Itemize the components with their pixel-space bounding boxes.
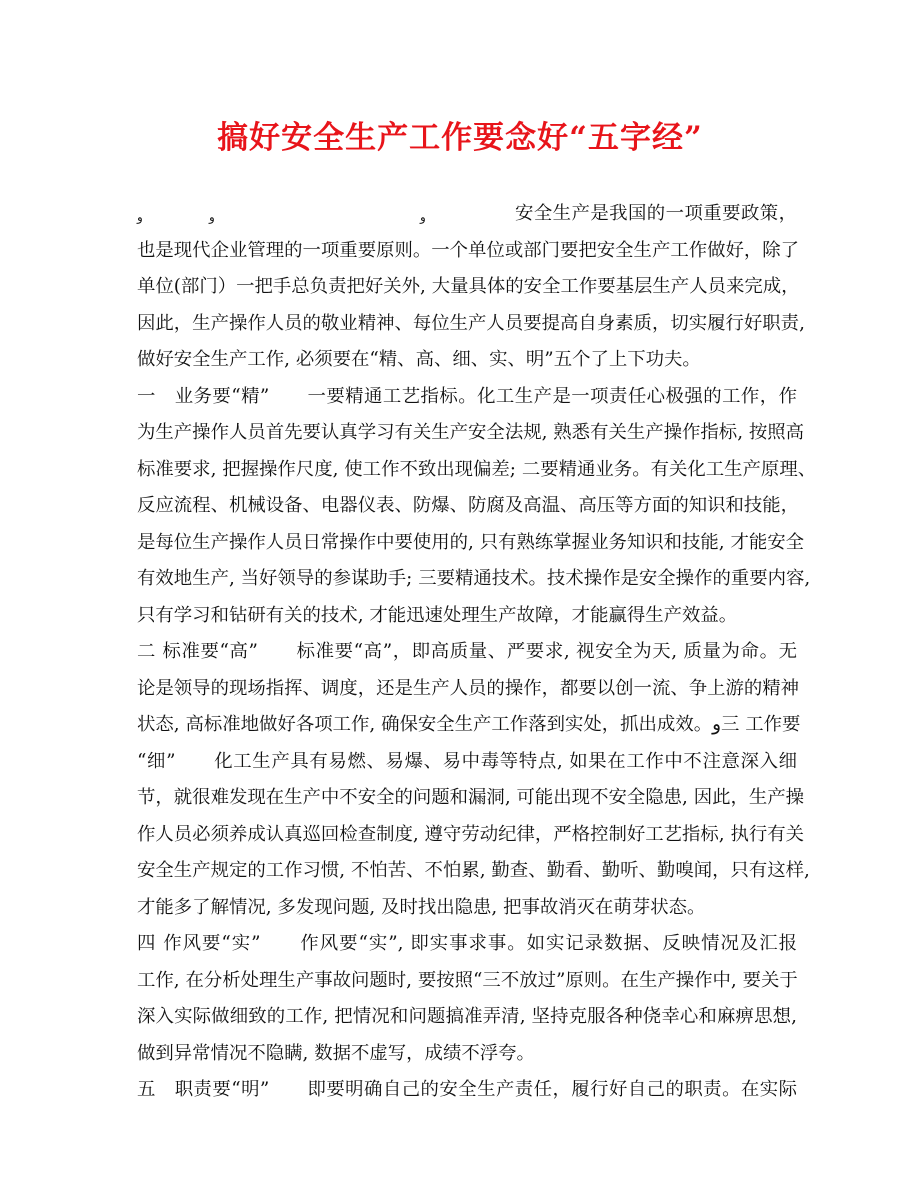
body-line: 做到异常情况不隐瞒, 数据不虚写，成绩不浮夸。 <box>137 1042 535 1064</box>
body-line: 一 业务要“精” 一要精通工艺指标。化工生产是一项责任心极强的工作，作 <box>137 385 797 407</box>
body-line: 四 作风要“实” 作风要“实”, 即实事求事。如实记录数据、反映情况及汇报 <box>137 933 797 954</box>
stray-mark: و <box>209 210 215 224</box>
body-line <box>137 196 797 233</box>
body-line: 有效地生产, 当好领导的参谋助手; 三要精通技术。技术操作是安全操作的重要内容, <box>137 568 811 589</box>
body-line: 只有学习和钻研有关的技术, 才能迅速处理生产故障，才能赢得生产效益。 <box>137 604 738 626</box>
body-line: 单位(部门）一把手总负责把好关外, 大量具体的安全工作要基层生产人员来完成， <box>137 276 800 297</box>
body-line: 反应流程、机械设备、电器仪表、防爆、防腐及高温、高压等方面的知识和技能， <box>137 495 800 516</box>
body-line: 节，就很难发现在生产中不安全的问题和漏洞, 可能出现不安全隐患, 因此，生产操 <box>137 787 805 808</box>
document-title: 搞好安全生产工作要念好“五字经” <box>217 120 703 156</box>
body-line-text: 安全生产是我国的一项重要政策， <box>515 203 797 224</box>
body-line: 作人员必须养成认真巡回检查制度, 遵守劳动纪律，严格控制好工艺指标, 执行有关 <box>137 823 805 845</box>
body-line: 标准要求, 把握操作尺度, 使工作不致出现偏差; 二要精通业务。有关化工生产原理、 <box>137 458 817 480</box>
body-line: 因此，生产操作人员的敬业精神、每位生产人员要提高自身素质，切实履行好职责, <box>137 312 805 334</box>
body-line: 做好安全生产工作, 必须要在“精、高、细、实、明”五个了上下功夫。 <box>137 349 701 370</box>
body-line: 才能多了解情况, 多发现问题, 及时找出隐患, 把事故消灭在萌芽状态。 <box>137 896 706 918</box>
stray-mark: و <box>420 210 426 224</box>
body-line: 状态, 高标准地做好各项工作, 确保安全生产工作落到实处，抓出成效。و三 工作要 <box>137 714 801 735</box>
body-line: 也是现代企业管理的一项重要原则。一个单位或部门要把安全生产工作做好，除了 <box>137 239 800 261</box>
body-line: “细” 化工生产具有易燃、易爆、易中毒等特点, 如果在工作中不注意深入细 <box>137 750 797 772</box>
body-line: 为生产操作人员首先要认真学习有关生产安全法规, 熟悉有关生产操作指标, 按照高 <box>137 422 805 443</box>
body-line: 论是领导的现场指挥、调度，还是生产人员的操作，都要以创一流、争上游的精神 <box>137 677 800 699</box>
body-line: 深入实际做细致的工作, 把情况和问题搞准弄清, 坚持克服各种侥幸心和麻痹思想, <box>137 1006 797 1027</box>
body-line: 安全生产规定的工作习惯, 不怕苦、不怕累, 勤查、勤看、勤听、勤嗅闻，只有这样, <box>137 860 810 881</box>
document-body <box>137 196 817 1109</box>
stray-mark: و <box>137 210 143 224</box>
body-line: 工作, 在分析处理生产事故问题时, 要按照“三不放过”原则。在生产操作中, 要关于 <box>137 969 798 991</box>
body-line: 是每位生产操作人员日常操作中要使用的, 只有熟练掌握业务知识和技能, 才能安全 <box>137 531 805 553</box>
body-line: 二 标准要“高” 标准要“高”，即高质量、严要求, 视安全为天, 质量为命。无 <box>137 641 797 662</box>
body-line: 五 职责要“明” 即要明确自己的安全生产责任，履行好自己的职责。在实际 <box>137 1079 797 1100</box>
